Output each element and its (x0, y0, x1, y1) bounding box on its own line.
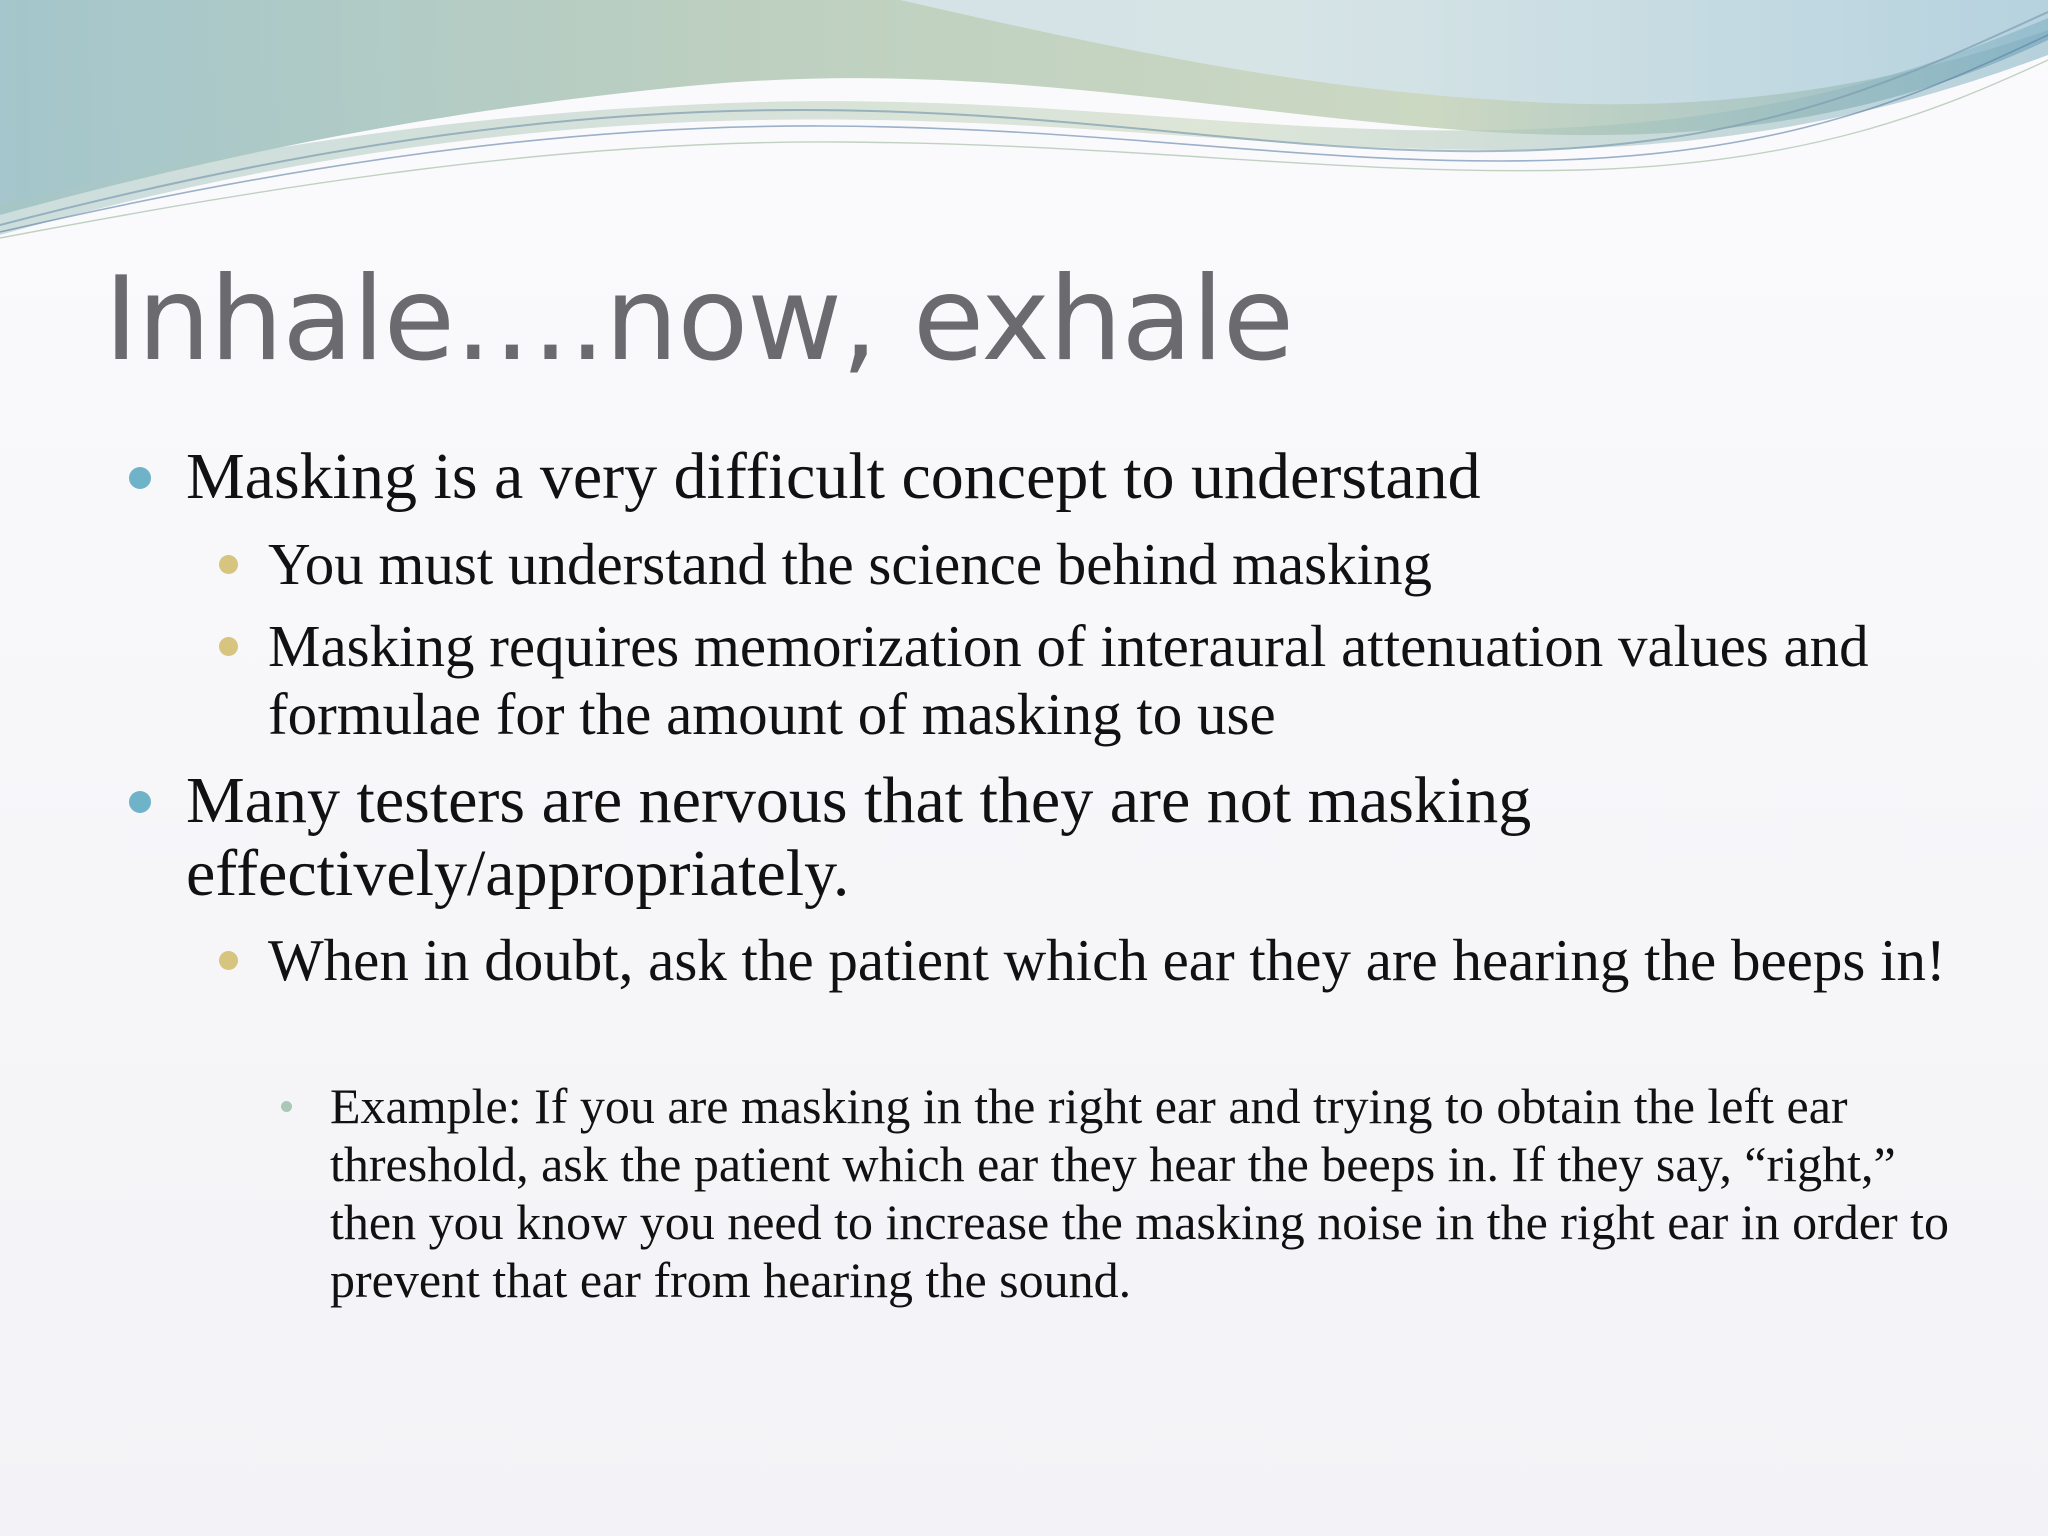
bullet-level2-item (268, 926, 1968, 994)
bullet-text: Example: If you are masking in the right ear and trying to obtain the left ear threshold, ask the patient which ear they hear the beeps in. If they say, “right,” then you know you need to increase the masking noise in the right ear in order to prevent that ear from hearing the sound. (330, 1078, 1950, 1308)
slide-title: Inhale….now, exhale (104, 252, 1294, 387)
bullet-text: Many testers are nervous that they are not masking effectively/appropriately. (186, 764, 1532, 910)
bullet-dot-icon (129, 467, 151, 489)
bullet-level2-item (268, 612, 1968, 748)
bullet-dot-icon (219, 555, 238, 574)
bullet-text: Masking is a very difficult concept to understand (186, 440, 1481, 513)
bullet-text: Masking requires memorization of interaural attenuation values and formulae for the amount of masking to use (268, 613, 1869, 747)
bullet-level1-item (186, 764, 1966, 910)
bullet-level2-item (268, 530, 1968, 598)
bullet-dot-icon (219, 637, 238, 656)
bullet-dot-icon (129, 791, 151, 813)
bullet-level3-item (330, 1077, 1970, 1309)
bullet-dot-icon (281, 1101, 292, 1112)
bullet-level1-item (186, 440, 1966, 513)
bullet-text: You must understand the science behind masking (268, 531, 1433, 597)
bullet-dot-icon (219, 951, 238, 970)
bullet-text: When in doubt, ask the patient which ear they are hearing the beeps in! (268, 927, 1946, 993)
